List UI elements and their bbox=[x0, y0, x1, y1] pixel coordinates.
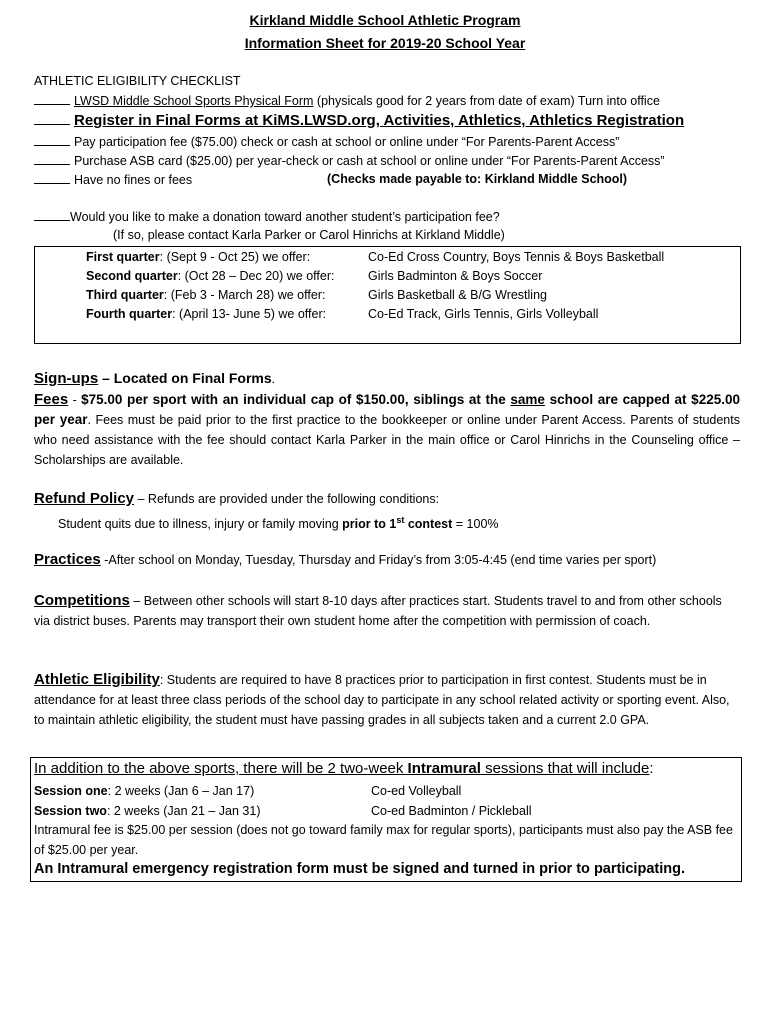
checkbox-blank[interactable] bbox=[34, 113, 70, 125]
quarter-row: First quarter: (Sept 9 - Oct 25) we offer: bbox=[86, 250, 311, 264]
session-two-sport: Co-ed Badminton / Pickleball bbox=[371, 804, 532, 818]
practices-section: Practices -After school on Monday, Tuesday, Thursday and Friday’s from 3:05-4:45 (end time varies per sport) bbox=[34, 551, 657, 568]
quarter-row: Third quarter: (Feb 3 - March 28) we offer: bbox=[86, 288, 326, 302]
donation-contact: (If so, please contact Karla Parker or Carol Hinrichs at Kirkland Middle) bbox=[113, 228, 505, 242]
competitions-section: Competitions – Between other schools will start 8-10 days after practices start. Students travel to and from other schools via district buses. Parents may transport their own student home after the competition with permission of coach. bbox=[34, 592, 722, 628]
intramural-session-one: Session one: 2 weeks (Jan 6 – Jan 17) bbox=[34, 784, 255, 798]
checklist-item-physical: LWSD Middle School Sports Physical Form (physicals good for 2 years from date of exam) Turn into office bbox=[34, 93, 660, 108]
physical-form-link[interactable]: LWSD Middle School Sports Physical Form bbox=[74, 94, 314, 108]
quarter-sports: Co-Ed Cross Country, Boys Tennis & Boys Basketball bbox=[368, 250, 665, 264]
refund-section: Refund Policy – Refunds are provided under the following conditions: bbox=[34, 490, 440, 507]
checklist-heading: ATHLETIC ELIGIBILITY CHECKLIST bbox=[34, 74, 241, 88]
emergency-form-notice: An Intramural emergency registration form must be signed and turned in prior to participating. bbox=[34, 861, 685, 877]
quarter-row: Fourth quarter: (April 13- June 5) we offer: bbox=[86, 307, 327, 321]
checklist-item-fee: Pay participation fee ($75.00) check or cash at school or online under “For Parents-Parent Access” bbox=[34, 134, 619, 149]
page-subtitle: Information Sheet for 2019-20 School Year bbox=[244, 35, 526, 51]
checkbox-blank[interactable] bbox=[34, 153, 70, 165]
checkbox-blank[interactable] bbox=[34, 93, 70, 105]
checklist-item-fines: Have no fines or fees bbox=[34, 172, 192, 187]
eligibility-section: Athletic Eligibility: Students are required to have 8 practices prior to participation in first contest. Students must be in attendance for at least three class periods of the school day to participate in any school related activity or sporting event. Also, to maintain athletic eligibility, the student must have passing grades in all subjects taken and a current 2.0 GPA. bbox=[34, 671, 730, 727]
fees-section: Fees - $75.00 per sport with an individual cap of $150.00, siblings at the same school are capped at $225.00 per year. Fees must be paid prior to the first practice to the bookkeeper or online under Parent Access. Parents of students who need assistance with the fee should contact Karla Parker in the main office or Carol Hinrichs in the Counseling office – Scholarships are available. bbox=[34, 391, 740, 467]
checkbox-blank[interactable] bbox=[34, 209, 70, 221]
intramural-session-two: Session two: 2 weeks (Jan 21 – Jan 31) bbox=[34, 804, 261, 818]
refund-condition: Student quits due to illness, injury or family moving prior to 1st contest = 100% bbox=[58, 515, 499, 532]
checks-payable-note: (Checks made payable to: Kirkland Middle School) bbox=[327, 172, 628, 186]
intramural-intro: In addition to the above sports, there will be 2 two-week Intramural sessions that will include: bbox=[34, 760, 654, 777]
signups-section: Sign-ups – Located on Final Forms. bbox=[34, 370, 276, 387]
final-forms-registration: Register in Final Forms at KiMS.LWSD.org, Activities, Athletics, Athletics Registration bbox=[74, 112, 685, 129]
checklist-item-register bbox=[34, 112, 684, 129]
checklist-item-asb: Purchase ASB card ($25.00) per year-check or cash at school or online under “For Parents-Parent Access” bbox=[34, 153, 665, 168]
quarter-sports: Girls Badminton & Boys Soccer bbox=[368, 269, 543, 283]
quarter-sports: Co-Ed Track, Girls Tennis, Girls Volleyball bbox=[368, 307, 599, 321]
page-title: Kirkland Middle School Athletic Program bbox=[249, 12, 521, 28]
quarter-row: Second quarter: (Oct 28 – Dec 20) we offer: bbox=[86, 269, 335, 283]
checkbox-blank[interactable] bbox=[34, 134, 70, 146]
checkbox-blank[interactable] bbox=[34, 172, 70, 184]
donation-question: Would you like to make a donation toward another student’s participation fee? bbox=[34, 209, 500, 224]
session-one-sport: Co-ed Volleyball bbox=[371, 784, 462, 798]
quarter-sports: Girls Basketball & B/G Wrestling bbox=[368, 288, 547, 302]
intramural-fee-note: Intramural fee is $25.00 per session (does not go toward family max for regular sports), participants must also pay the ASB fee of $25.00 per year. bbox=[34, 823, 733, 857]
